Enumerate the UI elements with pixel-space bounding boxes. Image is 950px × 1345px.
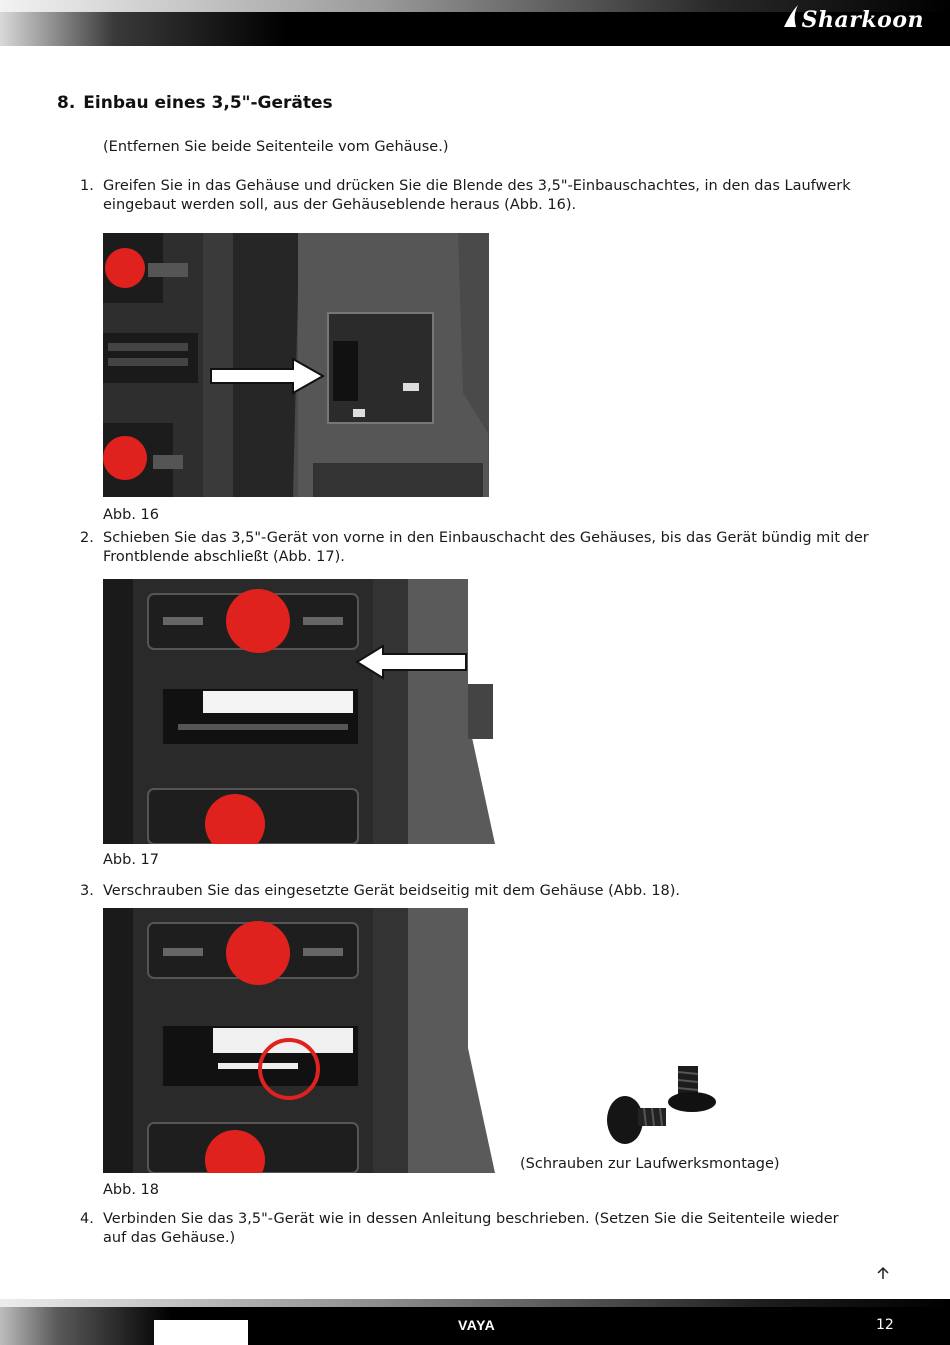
- step-text-line: auf das Gehäuse.): [103, 1230, 236, 1246]
- step-text-line: Frontblende abschließt (Abb. 17).: [103, 549, 345, 565]
- section-heading: [57, 93, 333, 113]
- shark-fin-icon: [782, 5, 800, 27]
- header-bar: [0, 0, 950, 46]
- step-number: 4.: [80, 1211, 94, 1227]
- step-text-line: Verbinden Sie das 3,5"-Gerät wie in dessen Anleitung beschrieben. (Setzen Sie die Seitenteile wieder: [103, 1211, 839, 1227]
- footer-gradient-strip: [0, 1299, 950, 1307]
- figure-caption: Abb. 17: [103, 852, 159, 868]
- footer-white-block: [154, 1320, 248, 1345]
- brand-name: Sharkoon: [801, 7, 924, 33]
- figure-17-photo: [103, 579, 495, 844]
- screws-caption: (Schrauben zur Laufwerksmontage): [520, 1156, 780, 1172]
- screws-image: [600, 1058, 725, 1150]
- footer-model-name: VAYA: [458, 1317, 496, 1333]
- back-to-top-arrow-icon[interactable]: [876, 1266, 890, 1284]
- page-number: 12: [876, 1317, 894, 1333]
- step-number: 2.: [80, 530, 94, 546]
- figure-caption: Abb. 16: [103, 507, 159, 523]
- step-number: 1.: [80, 178, 94, 194]
- step-number: 3.: [80, 883, 94, 899]
- section-title: Einbau eines 3,5"-Gerätes: [83, 93, 333, 113]
- figure-18-photo: [103, 908, 495, 1173]
- step-text-line: Schieben Sie das 3,5"-Gerät von vorne in den Einbauschacht des Gehäuses, bis das Gerät bündig mit der: [103, 530, 869, 546]
- step-text-line: Verschrauben Sie das eingesetzte Gerät beidseitig mit dem Gehäuse (Abb. 18).: [103, 883, 681, 899]
- section-number: 8.: [57, 93, 76, 113]
- brand-logo: [782, 5, 924, 33]
- step-text-line: eingebaut werden soll, aus der Gehäuseblende heraus (Abb. 16).: [103, 197, 577, 213]
- figure-caption: Abb. 18: [103, 1182, 159, 1198]
- step-text-line: Greifen Sie in das Gehäuse und drücken Sie die Blende des 3,5"-Einbauschachtes, in den das Laufwerk: [103, 178, 851, 194]
- intro-text: (Entfernen Sie beide Seitenteile vom Gehäuse.): [103, 139, 449, 155]
- figure-16-photo: [103, 233, 489, 497]
